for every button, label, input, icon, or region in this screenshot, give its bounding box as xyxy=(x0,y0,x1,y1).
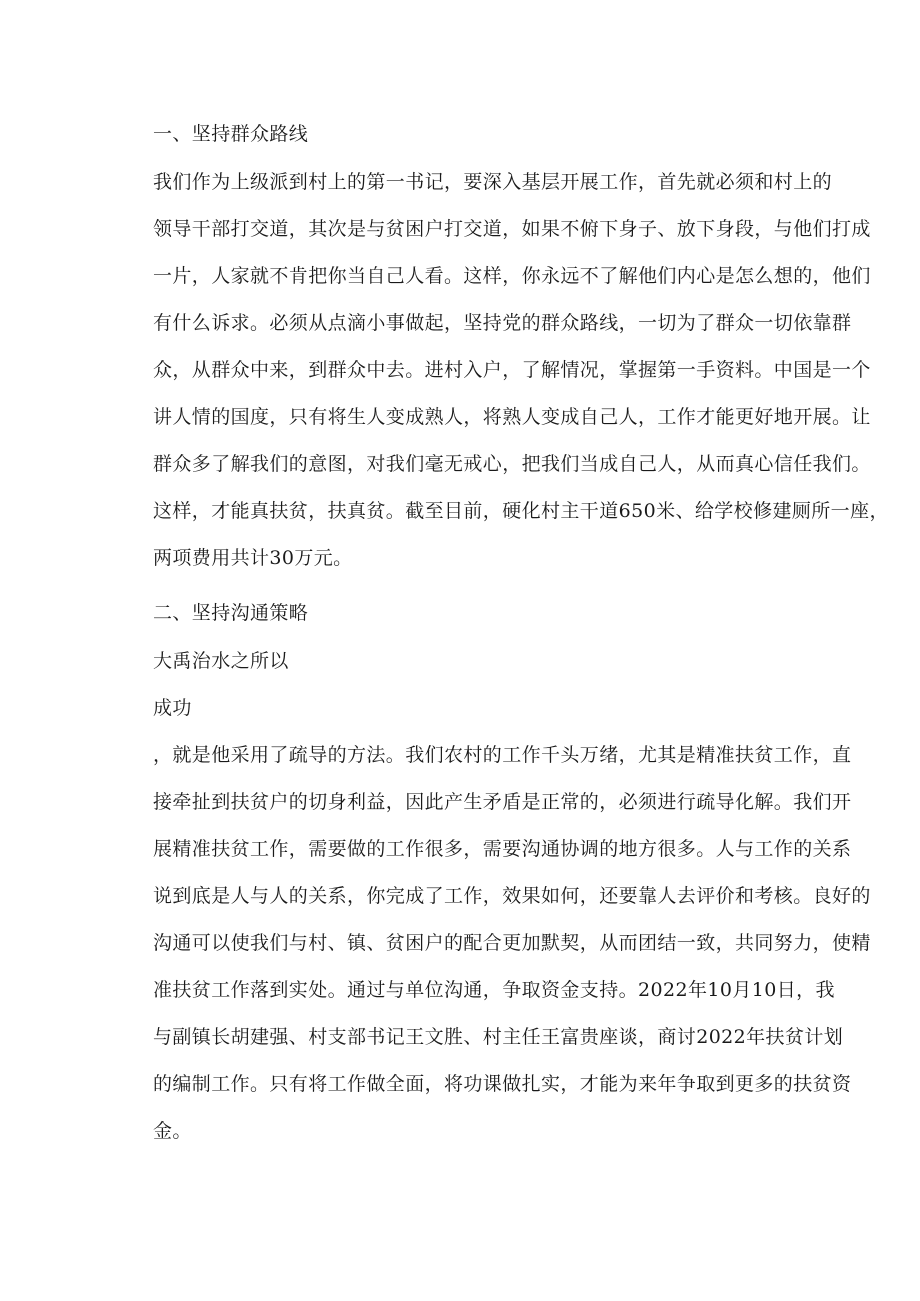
paragraph-line: 我们作为上级派到村上的第一书记，要深入基层开展工作，首先就必须和村上的 xyxy=(153,171,833,193)
paragraph-line: ，就是他采用了疏导的方法。我们农村的工作千头万绪，尤其是精准扶贫工作，直 xyxy=(153,744,852,766)
paragraph-line: 领导干部打交道，其次是与贫困户打交道，如果不俯下身子、放下身段，与他们打成 xyxy=(153,218,871,240)
paragraph-line: 金。 xyxy=(153,1120,192,1142)
paragraph-line: 展精准扶贫工作，需要做的工作很多，需要沟通协调的地方很多。人与工作的关系 xyxy=(153,838,852,860)
paragraph-line: 众，从群众中来，到群众中去。进村入户，了解情况，掌握第一手资料。中国是一个 xyxy=(153,359,871,381)
paragraph-line: 这样，才能真扶贫，扶真贫。截至目前，硬化村主干道650米、给学校修建厕所一座， xyxy=(153,500,889,522)
paragraph-line: 群众多了解我们的意图，对我们毫无戒心，把我们当成自己人，从而真心信任我们。 xyxy=(153,453,871,475)
paragraph-line: 大禹治水之所以 xyxy=(153,650,289,672)
heading-communication-strategy: 二、坚持沟通策略 xyxy=(153,602,309,624)
paragraph-line: 接牵扯到扶贫户的切身利益，因此产生矛盾是正常的，必须进行疏导化解。我们开 xyxy=(153,791,852,813)
paragraph-line: 准扶贫工作落到实处。通过与单位沟通，争取资金支持。2022年10月10日，我 xyxy=(153,979,835,1001)
paragraph-line: 说到底是人与人的关系，你完成了工作，效果如何，还要靠人去评价和考核。良好的 xyxy=(153,885,871,907)
paragraph-line: 两项费用共计30万元。 xyxy=(153,547,353,569)
paragraph-line: 成功 xyxy=(153,697,192,719)
paragraph-line: 有什么诉求。必须从点滴小事做起，坚持党的群众路线，一切为了群众一切依靠群 xyxy=(153,312,852,334)
paragraph-line: 讲人情的国度，只有将生人变成熟人，将熟人变成自己人，工作才能更好地开展。让 xyxy=(153,406,871,428)
paragraph-line: 一片，人家就不肯把你当自己人看。这样，你永远不了解他们内心是怎么想的，他们 xyxy=(153,265,871,287)
paragraph-line: 与副镇长胡建强、村支部书记王文胜、村主任王富贵座谈，商讨2022年扶贫计划 xyxy=(153,1026,844,1048)
paragraph-line: 的编制工作。只有将工作做全面，将功课做扎实，才能为来年争取到更多的扶贫资 xyxy=(153,1073,852,1095)
paragraph-line: 沟通可以使我们与村、镇、贫困户的配合更加默契，从而团结一致，共同努力，使精 xyxy=(153,932,871,954)
heading-mass-line: 一、坚持群众路线 xyxy=(153,123,309,145)
